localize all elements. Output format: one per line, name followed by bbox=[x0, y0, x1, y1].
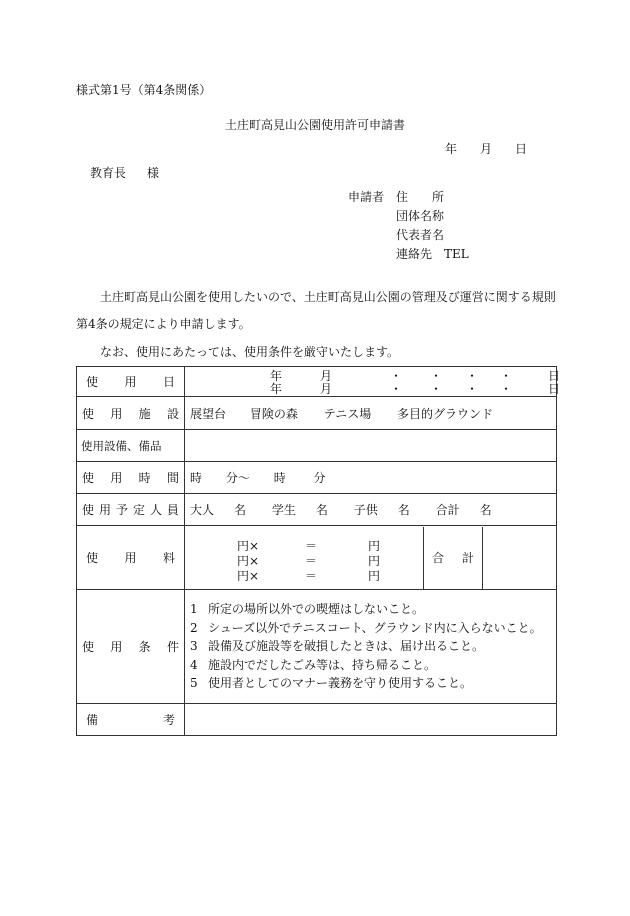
condition-item: 2 シューズ以外でテニスコート、グラウンド内に入らないこと。 bbox=[190, 620, 542, 635]
usage-conditions-list bbox=[185, 590, 557, 704]
label-usage-fee: 使 用 料 bbox=[77, 526, 185, 590]
label-expected-people: 使 用 予 定 人 員 bbox=[77, 494, 185, 526]
fee-total-field[interactable] bbox=[483, 527, 556, 589]
date1-day: 日 bbox=[548, 368, 561, 383]
date-day: 日 bbox=[515, 142, 528, 156]
people-child: 子供 bbox=[353, 503, 378, 517]
row-expected-people bbox=[77, 494, 557, 526]
applicant-group-name-field[interactable]: 団体名称 bbox=[396, 209, 445, 223]
people-total: 合計 bbox=[435, 503, 460, 517]
remarks-field[interactable] bbox=[185, 704, 557, 736]
facility-observation-deck[interactable]: 展望台 bbox=[190, 406, 227, 421]
time-start-hour: 時 bbox=[190, 471, 203, 485]
row-usage-facility bbox=[77, 397, 557, 430]
date2-day: 日 bbox=[548, 381, 561, 396]
condition-item: 1 所定の場所以外での喫煙はしないこと。 bbox=[190, 602, 425, 617]
document-title: 土庄町高見山公園使用許可申請書 bbox=[224, 118, 405, 132]
application-table bbox=[76, 366, 561, 736]
label-usage-conditions: 使 用 条 件 bbox=[77, 590, 185, 704]
label-usage-facility: 使 用 施 設 bbox=[77, 397, 185, 430]
time-start-minute: 分〜 bbox=[225, 471, 250, 485]
label-usage-date: 使 用 日 bbox=[77, 367, 185, 397]
usage-time-field[interactable] bbox=[185, 462, 557, 494]
facility-adventure-forest[interactable]: 冒険の森 bbox=[249, 406, 298, 421]
fee-lines[interactable]: 円× ＝ 円 円× ＝ 円 円× ＝ 円 bbox=[185, 527, 424, 589]
usage-date-field[interactable]: 年 月 ・ ・ ・ ・ 日 年 月 ・ ・ ・ ・ 日 bbox=[185, 367, 557, 397]
addressee-name: 教育長 bbox=[90, 166, 127, 180]
usage-facility-options bbox=[185, 397, 557, 430]
applicant-label: 申請者 bbox=[348, 190, 385, 204]
date2-year: 年 bbox=[270, 381, 283, 396]
applicant-address-field[interactable]: 住 所 bbox=[396, 190, 445, 204]
label-remarks: 備 考 bbox=[77, 704, 185, 736]
row-remarks bbox=[77, 704, 557, 736]
addressee-honorific: 様 bbox=[147, 166, 160, 180]
equipment-field[interactable] bbox=[185, 430, 557, 462]
row-usage-conditions bbox=[77, 590, 557, 704]
fee-total-label: 合 計 bbox=[424, 527, 483, 589]
body-paragraph-1: 土庄町高見山公園を使用したいので、土庄町高見山公園の管理及び運営に関する規則 bbox=[100, 290, 556, 304]
applicant-contact-field[interactable]: 連絡先 TEL bbox=[396, 247, 469, 261]
time-end-hour: 時 bbox=[273, 471, 286, 485]
time-end-minute: 分 bbox=[313, 471, 326, 485]
body-paragraph-2: 第4条の規定により申請します。 bbox=[76, 317, 251, 331]
date1-month: 月 bbox=[320, 368, 333, 383]
facility-multipurpose-ground[interactable]: 多目的グラウンド bbox=[397, 406, 494, 421]
people-student: 学生 bbox=[271, 503, 296, 517]
facility-tennis-court[interactable]: テニス場 bbox=[323, 406, 372, 421]
usage-fee-cell bbox=[185, 526, 557, 590]
date-month: 月 bbox=[480, 142, 493, 156]
condition-item: 3 設備及び施設等を破損したときは、届け出ること。 bbox=[190, 639, 485, 654]
row-usage-time bbox=[77, 462, 557, 494]
body-paragraph-3: なお、使用にあたっては、使用条件を厳守いたします。 bbox=[100, 345, 400, 359]
people-adult: 大人 bbox=[190, 503, 215, 517]
expected-people-field[interactable]: 大人 名 学生 名 子供 名 合計 名 bbox=[185, 494, 557, 526]
row-equipment bbox=[77, 430, 557, 462]
form-number-label: 様式第1号（第4条関係） bbox=[76, 83, 212, 97]
date-year: 年 bbox=[445, 142, 458, 156]
date2-month: 月 bbox=[320, 381, 333, 396]
condition-item: 4 施設内でだしたごみ等は、持ち帰ること。 bbox=[190, 657, 437, 672]
condition-item: 5 使用者としてのマナー義務を守り使用すること。 bbox=[190, 676, 473, 691]
date1-year: 年 bbox=[270, 368, 283, 383]
applicant-representative-field[interactable]: 代表者名 bbox=[396, 228, 445, 242]
row-usage-date bbox=[77, 367, 557, 397]
label-equipment: 使用設備、備品 bbox=[77, 430, 185, 462]
row-usage-fee bbox=[77, 526, 557, 590]
label-usage-time: 使 用 時 間 bbox=[77, 462, 185, 494]
